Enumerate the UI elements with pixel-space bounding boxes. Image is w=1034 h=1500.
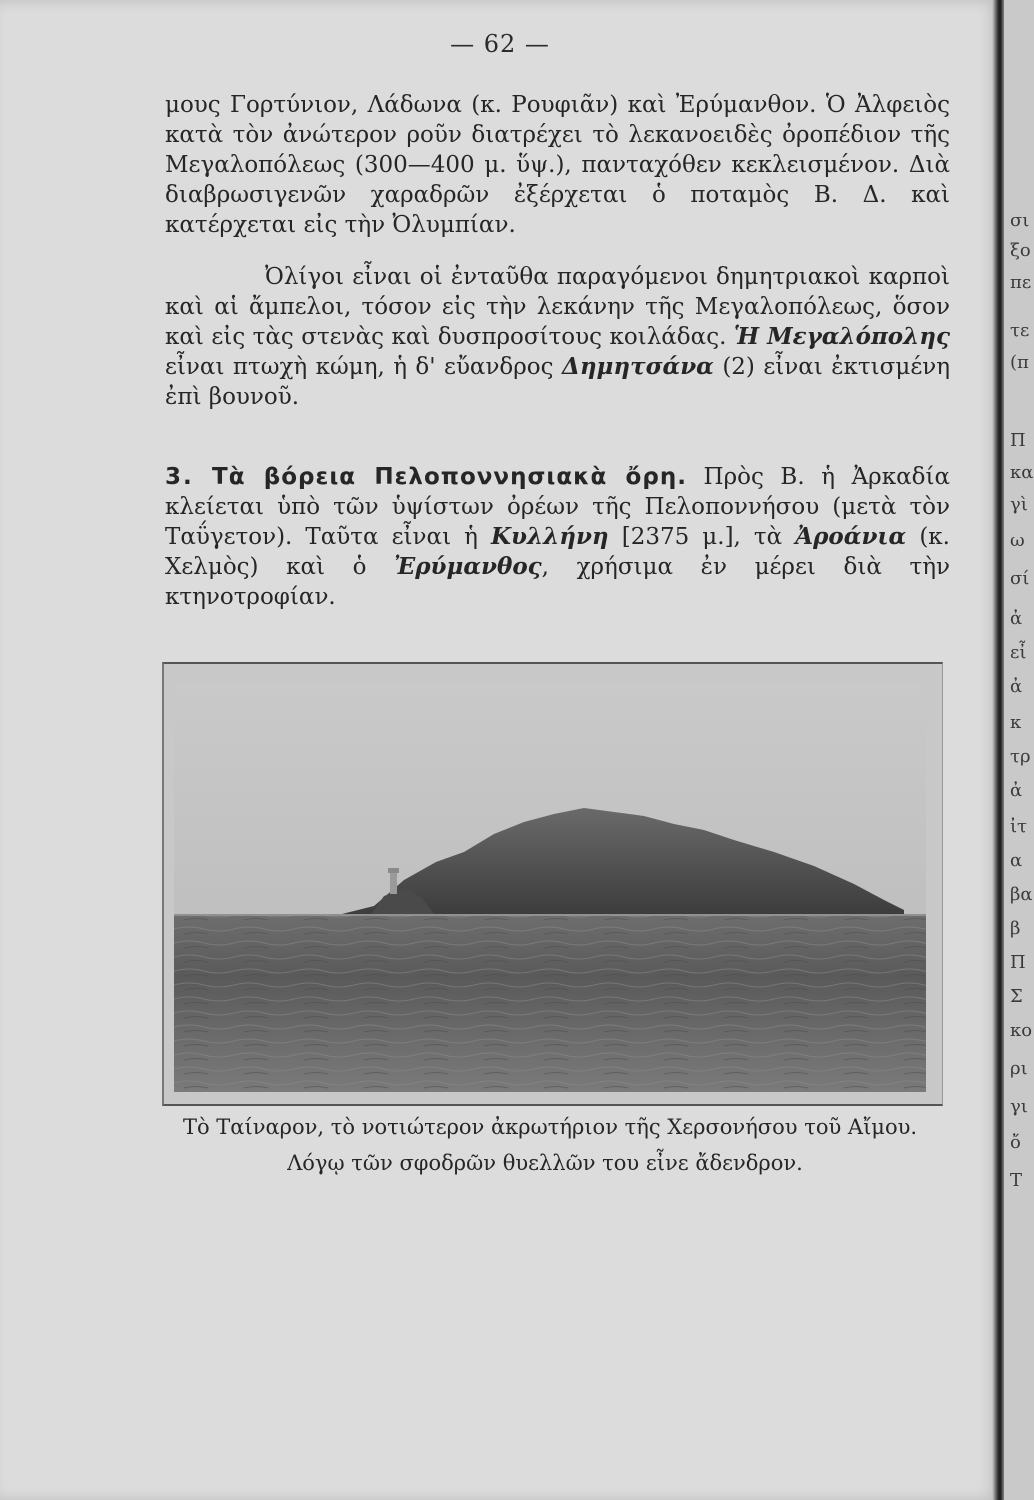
next-page-edge [1004,0,1034,1500]
edge-fragment: βα [1010,884,1033,905]
paragraph-1-text: μους Γορτύνιον, Λάδωνα (κ. Ρουφιᾶν) καὶ Ἐρύμανθον. Ὁ Ἀλφειὸς κατὰ τὸν ἀνώτερον ροῦν διατρέχει τὸ λεκανοειδὲς ὀροπέδιον τῆς Μεγαλοπόλεως (300—400 μ. ὕψ.), πανταχόθεν κεκλεισμένον. Διὰ διαβρωσιγενῶν χαραδρῶν ἐξέρχεται ὁ ποταμὸς Β. Δ. καὶ κατέρχεται εἰς τὴν Ὀλυμπίαν. [165,92,950,238]
edge-fragment: α [1010,850,1023,871]
kyllini-term: Κυλλήνη [491,523,609,550]
edge-fragment: ξο [1010,240,1031,261]
page-number: — 62 — [450,30,550,58]
edge-fragment: ἰτ [1010,816,1028,837]
edge-fragment: ρι [1010,1058,1028,1079]
edge-fragment: γι [1010,1096,1028,1117]
edge-fragment: πε [1010,272,1032,293]
paragraph-3 [165,462,950,612]
aroania-term: Ἀροάνια [795,523,907,550]
paragraph-2 [165,262,950,412]
paragraph-2-middle: εἶναι πτωχὴ κώμη, ἡ δ' εὔανδρος [165,354,562,380]
edge-fragment: σι [1010,210,1030,231]
edge-fragment: γὶ [1010,494,1028,515]
edge-fragment: (π [1010,352,1029,373]
paragraph-3-text-2: [2375 μ.], τὰ [608,524,796,550]
section-number: 3. [165,464,194,490]
photo-frame [162,662,943,1106]
edge-fragment: κο [1010,1020,1033,1041]
paragraph-2-text: Ὀλίγοι εἶναι οἱ ἐνταῦθα παραγόμενοι δημητριακοὶ καρποὶ καὶ αἱ ἄμπελοι, τόσον εἰς τὴν λεκάνην τῆς Μεγαλοπόλεως, ὅσον καὶ εἰς τὰς στενὰς καὶ δυσπροσίτους κοιλάδας. [165,264,950,350]
edge-fragment: κ [1010,712,1022,733]
edge-fragment: Σ [1010,986,1023,1007]
paragraph-3-text-3: (κ. Χελμὸς) καὶ ὁ [165,524,950,580]
dimitsana-term: Δημητσάνα [561,353,714,380]
paragraph-3-text-4: , χρήσιμα ἐν μέρει διὰ τὴν κτηνοτροφίαν. [165,554,950,610]
edge-fragment: εἶ [1010,642,1027,663]
megalopoli-term: Ἡ Μεγαλόπολης [733,323,950,350]
lighthouse [390,872,397,894]
edge-fragment: ἀ [1010,608,1023,629]
paragraph-2-end: (2) εἶναι ἐκτισμένη ἐπὶ βουνοῦ. [165,354,950,410]
edge-fragment: ἀ [1010,780,1023,801]
edge-fragment: ω [1010,530,1025,551]
paragraph-3-text: Πρὸς Β. ἡ Ἀρκαδία κλείεται ὑπὸ τῶν ὑψίστων ὀρέων τῆς Πελοποννήσου (μετὰ τὸν Ταΰγετον). Ταῦτα εἶναι ἡ [165,464,951,550]
edge-fragment: Π [1010,952,1026,973]
edge-fragment: β [1010,918,1021,939]
edge-fragment: κα [1010,462,1034,483]
section-heading: Τὰ βόρεια Πελοποννησιακὰ ὄρη. [193,464,687,490]
edge-fragment: ὄ [1010,1132,1021,1153]
edge-fragment: ἀ [1010,676,1023,697]
cape-tainaron-photo [174,684,926,1092]
edge-fragment: τε [1010,320,1030,341]
edge-fragment: Π [1010,430,1026,451]
edge-fragment: τρ [1010,746,1031,767]
photo-caption-line-1: Τὸ Ταίναρον, τὸ νοτιώτερον ἀκρωτήριον τῆς Χερσονήσου τοῦ Αἴμου. [182,1115,918,1139]
edge-fragment: σί [1010,568,1030,589]
edge-fragment: Τ [1010,1170,1023,1191]
paragraph-1 [165,90,950,240]
erymanthos-term: Ἐρύμανθος [394,553,542,580]
photo-caption-line-2: Λόγῳ τῶν σφοδρῶν θυελλῶν του εἶνε ἄδενδρον. [287,1151,803,1175]
seascape-illustration [174,684,926,1092]
